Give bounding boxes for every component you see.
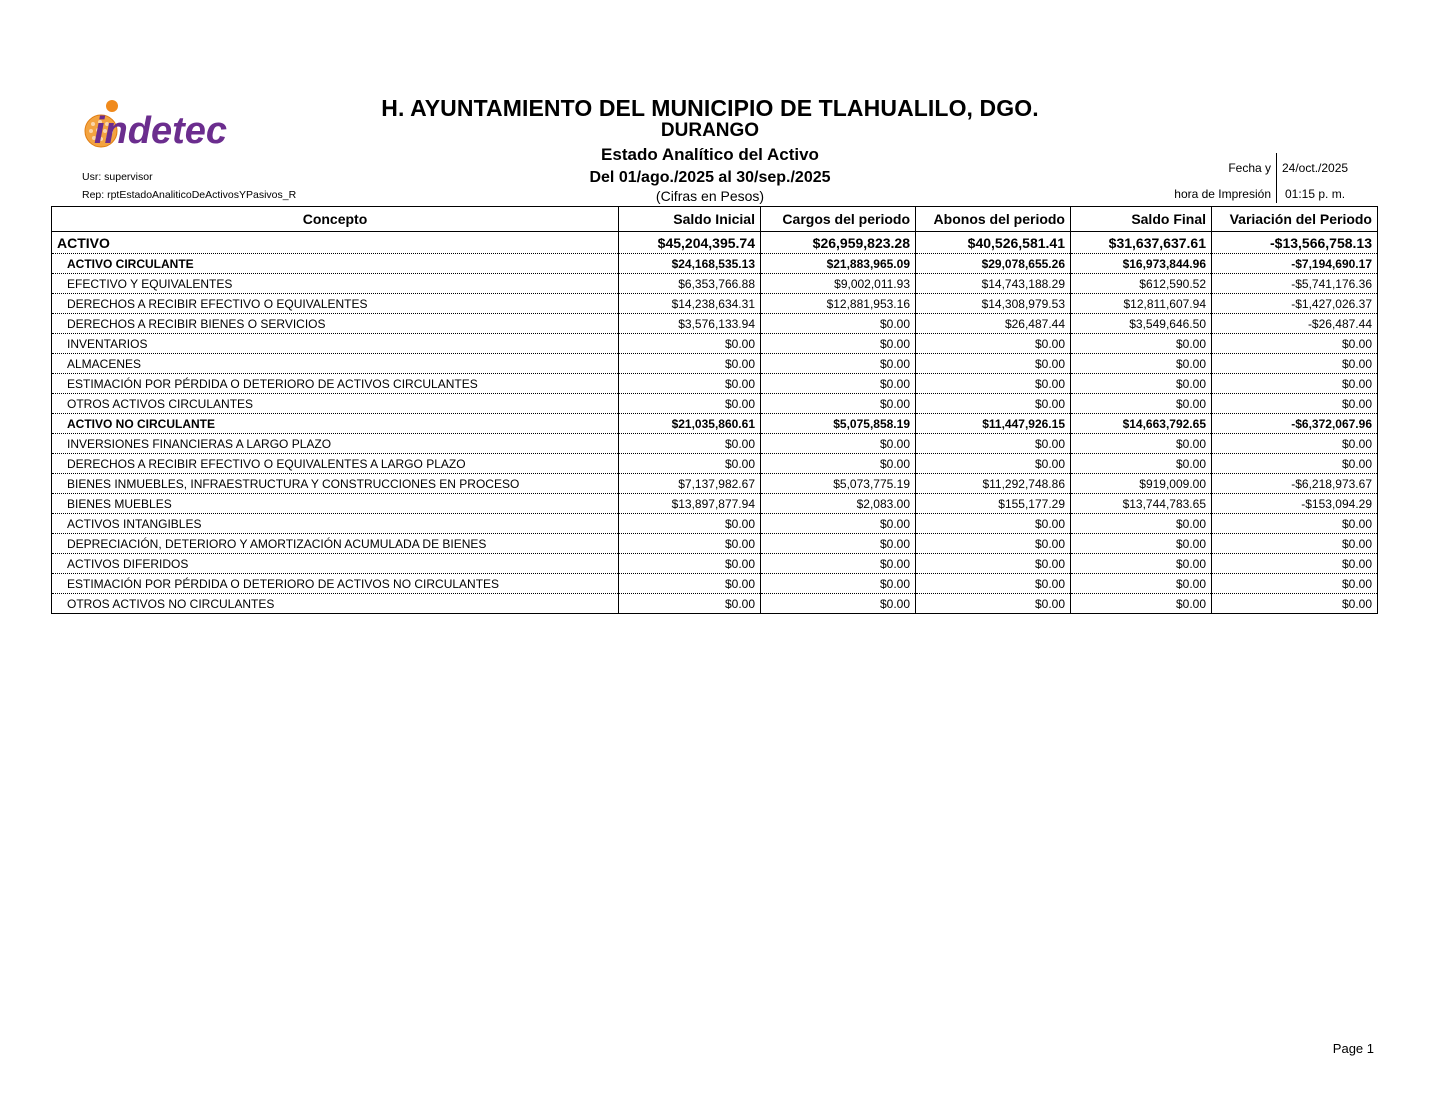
table-header-row	[52, 207, 1378, 232]
table-row	[52, 254, 1378, 274]
state-title: DURANGO	[660, 120, 760, 141]
cell-saldo-final: $12,811,607.94	[1071, 294, 1212, 314]
report-period: Del 01/ago./2025 al 30/sep./2025	[589, 169, 831, 186]
cell-saldo-final: $0.00	[1071, 454, 1212, 474]
indetec-logo	[80, 98, 260, 158]
cell-abonos: $0.00	[916, 454, 1071, 474]
table-row	[52, 414, 1378, 434]
cell-variacion: $0.00	[1212, 514, 1378, 534]
cell-cargos: $9,002,011.93	[761, 274, 916, 294]
cell-abonos: $0.00	[916, 554, 1071, 574]
cell-concepto: EFECTIVO Y EQUIVALENTES	[52, 274, 619, 294]
cell-saldo-final: $0.00	[1071, 554, 1212, 574]
cell-concepto: INVERSIONES FINANCIERAS A LARGO PLAZO	[52, 434, 619, 454]
cell-abonos: $0.00	[916, 434, 1071, 454]
cell-cargos: $0.00	[761, 554, 916, 574]
cell-saldo-inicial: $0.00	[619, 514, 761, 534]
cell-saldo-inicial: $14,238,634.31	[619, 294, 761, 314]
cell-variacion: $0.00	[1212, 574, 1378, 594]
cell-cargos: $0.00	[761, 594, 916, 614]
cell-cargos: $0.00	[761, 314, 916, 334]
cell-abonos: $155,177.29	[916, 494, 1071, 514]
cell-variacion: -$6,372,067.96	[1212, 414, 1378, 434]
cell-saldo-final: $0.00	[1071, 514, 1212, 534]
cell-saldo-final: $0.00	[1071, 354, 1212, 374]
cell-abonos: $0.00	[916, 354, 1071, 374]
cell-concepto: DERECHOS A RECIBIR EFECTIVO O EQUIVALENTES A LARGO PLAZO	[52, 454, 619, 474]
cell-saldo-inicial: $0.00	[619, 354, 761, 374]
cell-saldo-inicial: $0.00	[619, 454, 761, 474]
cell-concepto: DERECHOS A RECIBIR BIENES O SERVICIOS	[52, 314, 619, 334]
table-row	[52, 494, 1378, 514]
cell-saldo-final: $16,973,844.96	[1071, 254, 1212, 274]
cell-saldo-final: $0.00	[1071, 394, 1212, 414]
report-units: (Cifras en Pesos)	[655, 188, 765, 204]
cell-cargos: $0.00	[761, 334, 916, 354]
cell-saldo-inicial: $3,576,133.94	[619, 314, 761, 334]
print-time-value: 01:15 p. m.	[1285, 187, 1346, 201]
cell-cargos: $0.00	[761, 514, 916, 534]
asset-analysis-table	[51, 206, 1378, 614]
cell-saldo-inicial: $0.00	[619, 574, 761, 594]
cell-saldo-inicial: $24,168,535.13	[619, 254, 761, 274]
table-row	[52, 594, 1378, 614]
table-row	[52, 574, 1378, 594]
column-header-abonos: Abonos del periodo	[916, 207, 1071, 232]
cell-cargos: $5,075,858.19	[761, 414, 916, 434]
cell-concepto: BIENES INMUEBLES, INFRAESTRUCTURA Y CONSTRUCCIONES EN PROCESO	[52, 474, 619, 494]
print-time-label: hora de Impresión	[1174, 187, 1271, 201]
cell-saldo-inicial: $0.00	[619, 434, 761, 454]
cell-saldo-inicial: $21,035,860.61	[619, 414, 761, 434]
table-row	[52, 232, 1378, 254]
cell-saldo-final: $13,744,783.65	[1071, 494, 1212, 514]
cell-cargos: $0.00	[761, 394, 916, 414]
cell-concepto: DERECHOS A RECIBIR EFECTIVO O EQUIVALENTES	[52, 294, 619, 314]
cell-abonos: $29,078,655.26	[916, 254, 1071, 274]
cell-variacion: -$13,566,758.13	[1212, 232, 1378, 254]
cell-saldo-final: $0.00	[1071, 534, 1212, 554]
table-row	[52, 274, 1378, 294]
cell-cargos: $0.00	[761, 354, 916, 374]
cell-abonos: $11,447,926.15	[916, 414, 1071, 434]
cell-saldo-final: $0.00	[1071, 574, 1212, 594]
cell-saldo-final: $0.00	[1071, 434, 1212, 454]
cell-saldo-inicial: $13,897,877.94	[619, 494, 761, 514]
cell-variacion: $0.00	[1341, 596, 1372, 611]
cell-variacion: -$7,194,690.17	[1212, 254, 1378, 274]
print-date-value: 24/oct./2025	[1282, 161, 1349, 175]
cell-concepto: INVENTARIOS	[52, 334, 619, 354]
cell-abonos: $40,526,581.41	[916, 232, 1071, 254]
cell-concepto: ACTIVO	[52, 232, 619, 254]
cell-saldo-final: $919,009.00	[1071, 474, 1212, 494]
cell-variacion: $0.00	[1212, 394, 1378, 414]
column-header-saldo-final: Saldo Final	[1071, 207, 1212, 232]
cell-cargos: $2,083.00	[761, 494, 916, 514]
cell-saldo-inicial: $0.00	[619, 534, 761, 554]
cell-variacion: $0.00	[1212, 354, 1378, 374]
table-row	[52, 554, 1378, 574]
cell-abonos: $0.00	[916, 334, 1071, 354]
cell-concepto: ESTIMACIÓN POR PÉRDIDA O DETERIORO DE ACTIVOS CIRCULANTES	[52, 374, 619, 394]
cell-saldo-inicial: $45,204,395.74	[619, 232, 761, 254]
cell-cargos: $26,959,823.28	[761, 232, 916, 254]
cell-abonos: $14,308,979.53	[916, 294, 1071, 314]
cell-abonos: $0.00	[916, 574, 1071, 594]
table-row	[52, 434, 1378, 454]
table-row	[52, 394, 1378, 414]
cell-abonos: $26,487.44	[916, 314, 1071, 334]
column-header-saldo-inicial: Saldo Inicial	[619, 207, 761, 232]
report-id-label: Rep: rptEstadoAnaliticoDeActivosYPasivos_R	[82, 189, 297, 201]
cell-saldo-final: $14,663,792.65	[1071, 414, 1212, 434]
column-header-cargos: Cargos del periodo	[761, 207, 916, 232]
cell-cargos: $12,881,953.16	[761, 294, 916, 314]
cell-abonos: $0.00	[916, 514, 1071, 534]
cell-saldo-final: $3,549,646.50	[1071, 314, 1212, 334]
table-row	[52, 374, 1378, 394]
column-header-concepto: Concepto	[52, 207, 619, 232]
report-title: Estado Analítico del Activo	[601, 145, 819, 164]
cell-saldo-inicial: $0.00	[619, 334, 761, 354]
page-number: Page 1	[1332, 1041, 1374, 1056]
entity-title: H. AYUNTAMIENTO DEL MUNICIPIO DE TLAHUALILO, DGO.	[381, 95, 1039, 121]
cell-cargos: $0.00	[761, 374, 916, 394]
cell-variacion: $0.00	[1212, 434, 1378, 454]
cell-saldo-inicial: $0.00	[619, 394, 761, 414]
cell-cargos: $0.00	[761, 454, 916, 474]
cell-saldo-final: $0.00	[1071, 374, 1212, 394]
cell-variacion: $0.00	[1212, 534, 1378, 554]
cell-variacion: -$26,487.44	[1212, 314, 1378, 334]
cell-cargos: $5,073,775.19	[761, 474, 916, 494]
cell-saldo-final: $0.00	[1071, 594, 1212, 614]
cell-variacion: $0.00	[1212, 454, 1378, 474]
cell-concepto: OTROS ACTIVOS NO CIRCULANTES	[52, 594, 619, 614]
cell-concepto: DEPRECIACIÓN, DETERIORO Y AMORTIZACIÓN ACUMULADA DE BIENES	[52, 534, 619, 554]
cell-saldo-final: $0.00	[1071, 334, 1212, 354]
cell-abonos: $0.00	[916, 394, 1071, 414]
cell-concepto: ACTIVOS DIFERIDOS	[52, 554, 619, 574]
cell-abonos: $0.00	[916, 534, 1071, 554]
table-body	[52, 232, 1378, 614]
cell-saldo-inicial: $7,137,982.67	[619, 474, 761, 494]
cell-variacion: -$153,094.29	[1212, 494, 1378, 514]
table-row	[52, 514, 1378, 534]
table-row	[52, 454, 1378, 474]
cell-concepto: ALMACENES	[52, 354, 619, 374]
cell-variacion: $0.00	[1212, 554, 1378, 574]
table-row	[52, 294, 1378, 314]
cell-variacion: -$6,218,973.67	[1212, 474, 1378, 494]
table-row	[52, 314, 1378, 334]
column-header-variacion: Variación del Periodo	[1212, 207, 1378, 232]
cell-concepto: OTROS ACTIVOS CIRCULANTES	[52, 394, 619, 414]
cell-variacion: -$1,427,026.37	[1212, 294, 1378, 314]
cell-saldo-inicial: $0.00	[619, 374, 761, 394]
cell-saldo-inicial: $0.00	[619, 554, 761, 574]
cell-abonos: $14,743,188.29	[916, 274, 1071, 294]
cell-abonos: $11,292,748.86	[916, 474, 1071, 494]
indetec-logo-graphic	[80, 98, 260, 158]
cell-concepto: ACTIVO CIRCULANTE	[52, 254, 619, 274]
table-row	[52, 474, 1378, 494]
cell-cargos: $0.00	[761, 534, 916, 554]
cell-concepto: ACTIVO NO CIRCULANTE	[52, 414, 619, 434]
print-date-label: Fecha y	[1228, 161, 1271, 175]
table-row	[52, 534, 1378, 554]
cell-variacion: -$5,741,176.36	[1212, 274, 1378, 294]
table-row	[52, 334, 1378, 354]
cell-variacion: $0.00	[1212, 334, 1378, 354]
cell-cargos: $21,883,965.09	[761, 254, 916, 274]
table-row	[52, 354, 1378, 374]
cell-concepto: ACTIVOS INTANGIBLES	[52, 514, 619, 534]
cell-saldo-final: $612,590.52	[1071, 274, 1212, 294]
cell-concepto: ESTIMACIÓN POR PÉRDIDA O DETERIORO DE ACTIVOS NO CIRCULANTES	[52, 574, 619, 594]
cell-abonos: $0.00	[916, 594, 1071, 614]
cell-abonos: $0.00	[916, 374, 1071, 394]
cell-cargos: $0.00	[761, 434, 916, 454]
cell-variacion: $0.00	[1212, 374, 1378, 394]
print-date-divider	[1276, 153, 1277, 203]
cell-saldo-inicial: $0.00	[619, 594, 761, 614]
cell-cargos: $0.00	[761, 574, 916, 594]
cell-saldo-inicial: $6,353,766.88	[619, 274, 761, 294]
cell-saldo-final: $31,637,637.61	[1071, 232, 1212, 254]
user-label: Usr: supervisor	[82, 171, 153, 183]
logo-wordmark: indetec	[94, 110, 228, 152]
cell-concepto: BIENES MUEBLES	[52, 494, 619, 514]
